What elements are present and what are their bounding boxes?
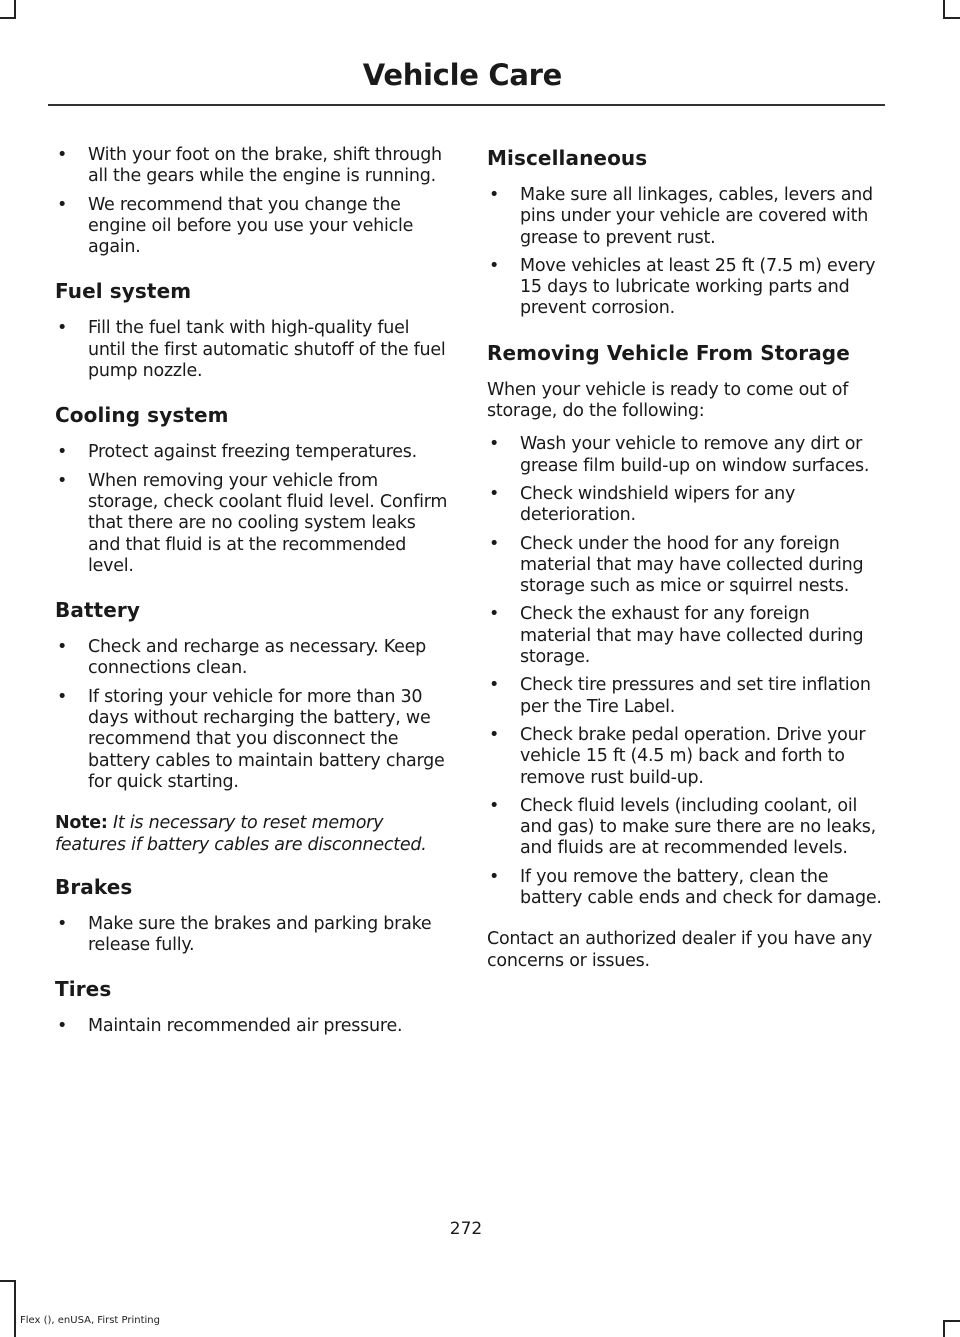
bullet-icon: • — [57, 686, 68, 707]
list-item — [487, 534, 882, 598]
list-item-text: Wash your vehicle to remove any dirt or grease film build-up on window surfaces. — [520, 434, 870, 476]
crop-mark — [943, 1320, 945, 1337]
crop-mark — [14, 1280, 16, 1337]
note-text: It is necessary to reset memory features if battery cables are disconnected. — [55, 813, 427, 855]
bullet-icon: • — [57, 470, 68, 491]
page-number: 272 — [449, 1219, 483, 1239]
left-column — [55, 145, 450, 1058]
bullet-icon: • — [489, 795, 500, 816]
section-heading-tires: Tires — [55, 977, 112, 1002]
list-item — [487, 256, 882, 320]
bullet-list — [55, 637, 450, 793]
list-item-text: Check and recharge as necessary. Keep connections clean. — [88, 637, 427, 679]
list-item — [55, 1016, 450, 1037]
list-item — [55, 471, 450, 577]
crop-mark — [943, 0, 945, 18]
list-item — [55, 145, 450, 188]
list-item — [487, 796, 882, 860]
list-item-text: Maintain recommended air pressure. — [88, 1016, 403, 1037]
section-heading-brakes: Brakes — [55, 874, 133, 899]
list-item-text: If you remove the battery, clean the battery cable ends and check for damage. — [520, 866, 882, 909]
list-item-text: Make sure the brakes and parking brake release fully. — [88, 913, 432, 956]
bullet-icon: • — [57, 194, 68, 215]
list-item-text: When removing your vehicle from storage, check coolant fluid level. Confirm that there are no cooling system leaks and that fluid is at the recommended level. — [88, 470, 448, 576]
bullet-icon: • — [57, 145, 68, 165]
list-item — [487, 867, 882, 910]
list-item — [487, 484, 882, 527]
list-item-text: We recommend that you change the engine oil before you use your vehicle again. — [88, 194, 414, 258]
list-item-text: Check fluid levels (including coolant, oil and gas) to make sure there are no leaks, and fluids are at recommended levels. — [520, 795, 876, 859]
list-item-text: Make sure all linkages, cables, levers and pins under your vehicle are covered with grease to prevent rust. — [520, 185, 873, 248]
bullet-icon: • — [489, 604, 500, 625]
paragraph: Contact an authorized dealer if you have any concerns or issues. — [487, 929, 873, 971]
list-item-text: Check tire pressures and set tire inflation per the Tire Label. — [520, 675, 871, 717]
list-item — [55, 687, 450, 793]
bullet-list — [55, 1016, 450, 1037]
bullet-icon: • — [489, 185, 500, 205]
section-heading-removing-vehicle-from-storage: Removing Vehicle From Storage — [487, 340, 850, 365]
paragraph: When your vehicle is ready to come out of storage, do the following: — [487, 379, 849, 422]
list-item — [487, 185, 882, 249]
bullet-icon: • — [57, 442, 68, 463]
list-item — [487, 725, 882, 789]
bullet-list — [55, 145, 450, 258]
bullet-icon: • — [489, 675, 500, 696]
list-item-text: If storing your vehicle for more than 30 days without recharging the battery, we recommend that you disconnect the battery cables to maintain battery charge for quick starting. — [88, 686, 445, 792]
crop-mark — [0, 17, 16, 19]
list-item — [487, 434, 882, 477]
note — [55, 813, 450, 856]
bullet-icon: • — [57, 637, 68, 658]
bullet-icon: • — [489, 533, 500, 554]
list-item — [55, 195, 450, 259]
bullet-list — [55, 318, 450, 382]
footer-print-info: Flex (), enUSA, First Printing — [20, 1315, 160, 1326]
list-item-text: Check under the hood for any foreign material that may have collected during storage such as mice or squirrel nests. — [520, 533, 864, 597]
bullet-icon: • — [57, 913, 68, 934]
section-heading-battery: Battery — [55, 598, 141, 623]
bullet-icon: • — [489, 255, 500, 276]
section-heading-fuel-system: Fuel system — [55, 279, 192, 304]
section-heading-miscellaneous: Miscellaneous — [487, 146, 648, 170]
list-item-text: Fill the fuel tank with high-quality fuel until the first automatic shutoff of the fuel pump nozzle. — [88, 318, 446, 382]
crop-mark — [943, 1320, 960, 1322]
crop-mark — [943, 17, 960, 19]
header-rule — [48, 104, 885, 106]
list-item-text: Move vehicles at least 25 ft (7.5 m) every 15 days to lubricate working parts and prevent corrosion. — [520, 255, 876, 319]
bullet-icon: • — [489, 866, 500, 887]
bullet-icon: • — [57, 318, 68, 339]
section-heading-cooling-system: Cooling system — [55, 403, 229, 428]
list-item-text: Protect against freezing temperatures. — [88, 442, 417, 463]
list-item — [55, 914, 450, 957]
page-title: Vehicle Care — [362, 58, 562, 92]
crop-mark — [14, 0, 16, 18]
bullet-list — [55, 442, 450, 577]
list-item — [55, 637, 450, 680]
bullet-icon: • — [57, 1016, 68, 1037]
bullet-icon: • — [489, 483, 500, 504]
bullet-list — [487, 434, 882, 909]
list-item-text: With your foot on the brake, shift through all the gears while the engine is running. — [88, 145, 442, 187]
list-item — [487, 675, 882, 718]
bullet-icon: • — [489, 724, 500, 745]
list-item-text: Check the exhaust for any foreign material that may have collected during storage. — [520, 604, 864, 668]
bullet-list — [487, 185, 882, 320]
crop-mark — [0, 1280, 16, 1282]
right-column — [487, 145, 882, 984]
note-label: Note: — [55, 813, 108, 834]
list-item — [55, 318, 450, 382]
list-item-text: Check windshield wipers for any deterioration. — [520, 483, 796, 526]
bullet-icon: • — [489, 434, 500, 455]
bullet-list — [55, 914, 450, 957]
list-item — [487, 604, 882, 668]
list-item — [55, 442, 450, 463]
list-item-text: Check brake pedal operation. Drive your vehicle 15 ft (4.5 m) back and forth to remove rust build-up. — [520, 724, 866, 788]
